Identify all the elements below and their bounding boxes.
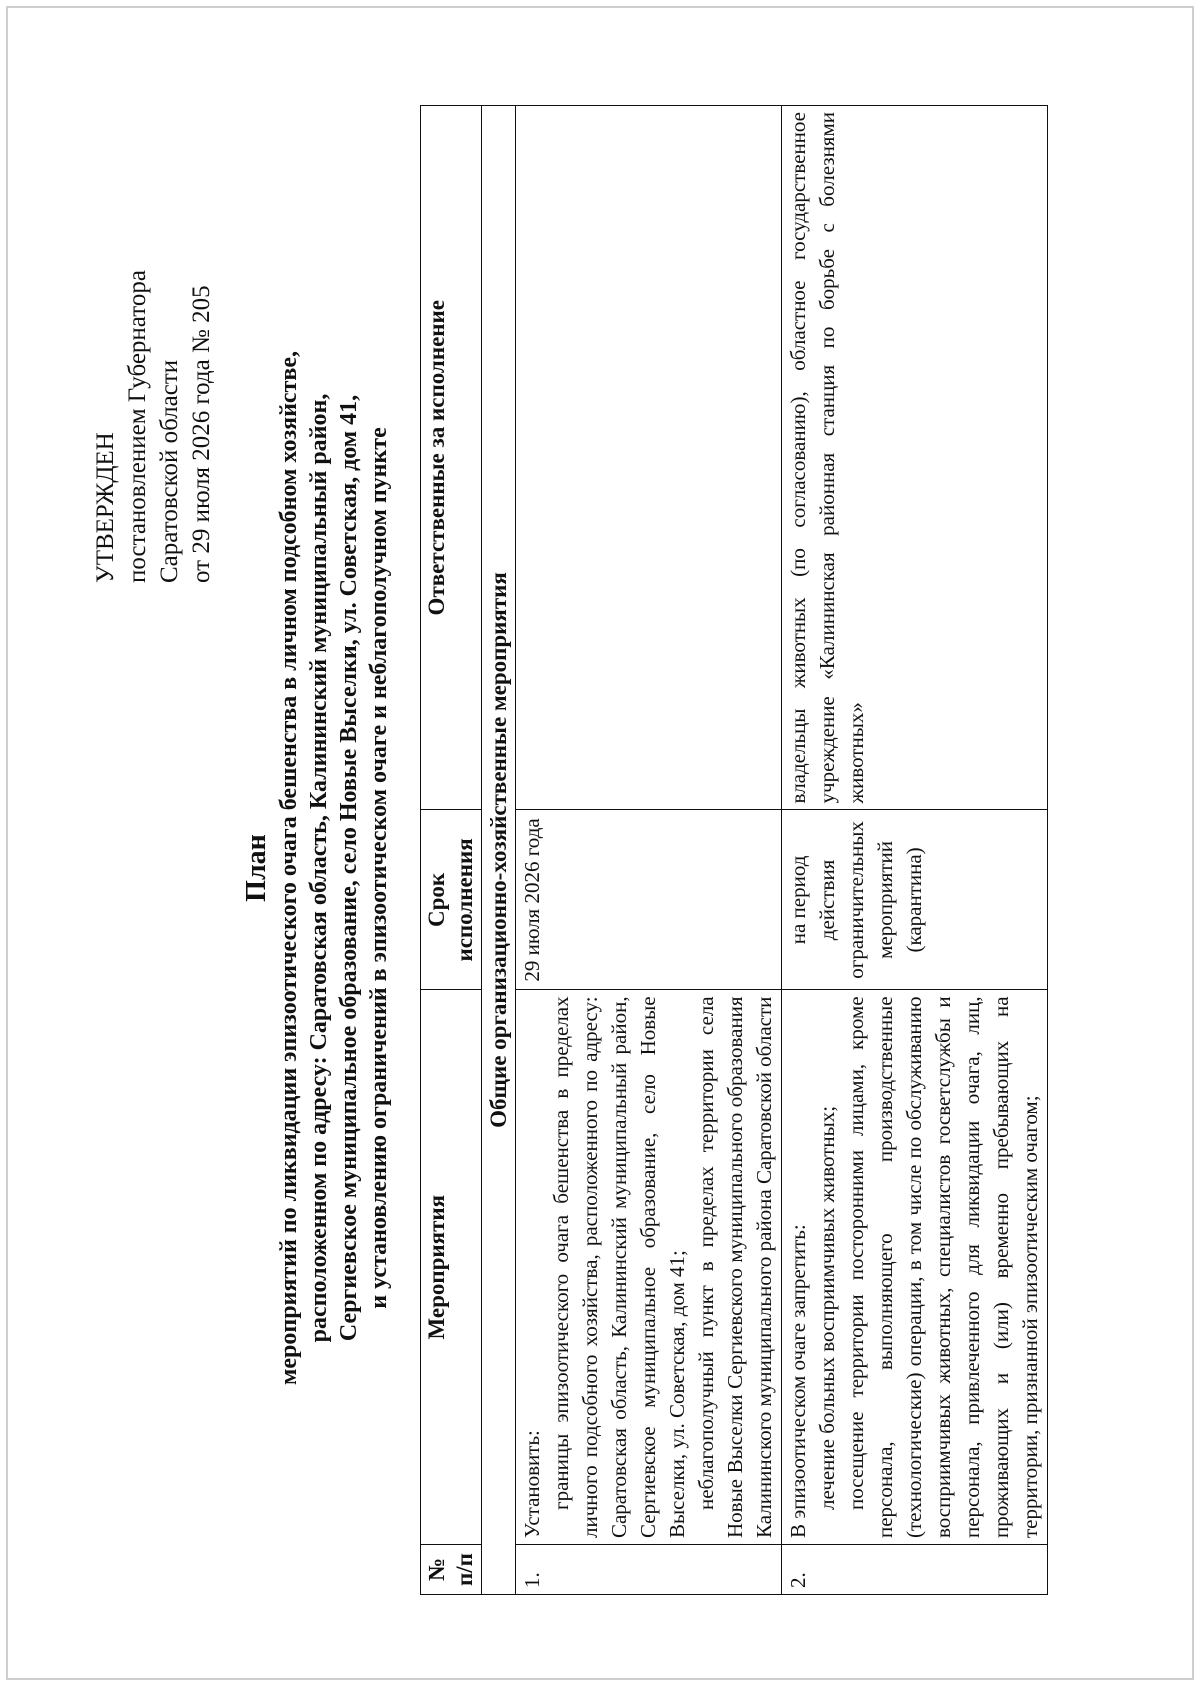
table-row bbox=[782, 106, 1048, 1595]
approval-decree: постановлением Губернатора bbox=[124, 270, 151, 583]
measure-item: границы эпизоотического очага бешенства в пределах личного подсобного хозяйства, расположенного по адресу: Саратовская область, Калининский муниципальный район, Сергиевское муниципальное образование, село Новые Выселки, ул. Советская, дом 41; bbox=[549, 996, 689, 1539]
approval-stamp-block bbox=[90, 83, 218, 583]
header-responsible: Ответственные за исполнение bbox=[421, 106, 482, 810]
header-number: № п/п bbox=[421, 1545, 482, 1595]
section-row bbox=[482, 106, 516, 1595]
plan-title-line-2: расположенном по адресу: Саратовская область, Калининский муниципальный район, bbox=[306, 393, 332, 1343]
header-deadline: Срок исполнения bbox=[421, 810, 482, 990]
row-deadline: на период действия ограничительных мероприятий (карантина) bbox=[782, 810, 1048, 990]
table-header-row bbox=[421, 106, 482, 1595]
measure-intro: В эпизоотическом очаге запретить: bbox=[786, 1224, 810, 1539]
measures-table bbox=[420, 105, 1048, 1595]
row-deadline: 29 июля 2026 года bbox=[516, 810, 782, 990]
table-row bbox=[516, 106, 782, 1595]
row-measures bbox=[516, 990, 782, 1545]
plan-heading: План bbox=[241, 834, 272, 902]
row-responsible: владельцы животных (по согласованию), областное государственное учреждение «Калининская районная станция по борьбе с болезнями животных» bbox=[782, 106, 1048, 810]
plan-title-line-4: и установлению ограничений в эпизоотическом очаге и неблагополучном пункте bbox=[366, 427, 392, 1309]
header-measures: Мероприятия bbox=[421, 990, 482, 1545]
measure-item: лечение больных восприимчивых животных; bbox=[815, 1105, 839, 1511]
plan-title-line-1: мероприятий по ликвидации эпизоотического очага бешенства в личном подсобном хозяйстве, bbox=[276, 351, 302, 1385]
row-measures bbox=[782, 990, 1048, 1545]
row-responsible bbox=[516, 106, 782, 810]
measure-item: посещение территории посторонними лицами, кроме персонала, выполняющего производственные (технологические) операции, в том числе по обслуживанию восприимчивых животных, специалистов госветслужбы и персонала, привлеченного для ликвидации очага, лиц, проживающих и (или) временно пребывающих на территории, признанной эпизоотическим очагом; bbox=[844, 996, 1042, 1539]
approval-heading: УТВЕРЖДЕН bbox=[92, 432, 119, 583]
row-number: 2. bbox=[782, 1545, 1048, 1595]
measure-intro: Установить: bbox=[520, 1430, 544, 1539]
plan-title-line-3: Сергиевское муниципальное образование, село Новые Выселки, ул. Советская, дом 41, bbox=[336, 394, 362, 1342]
plan-title-block bbox=[240, 133, 394, 1603]
measure-item: неблагополучный пункт в пределах территории села Новые Выселки Сергиевского муниципального образования Калининского муниципального района Саратовской области bbox=[694, 996, 776, 1539]
section-title: Общие организационно-хозяйственные мероприятия bbox=[482, 106, 516, 1595]
approval-date-number: от 29 июля 2026 года № 205 bbox=[188, 285, 215, 583]
approval-region: Саратовской области bbox=[156, 359, 183, 583]
rotated-document-page bbox=[90, 83, 1110, 1603]
row-number: 1. bbox=[516, 1545, 782, 1595]
